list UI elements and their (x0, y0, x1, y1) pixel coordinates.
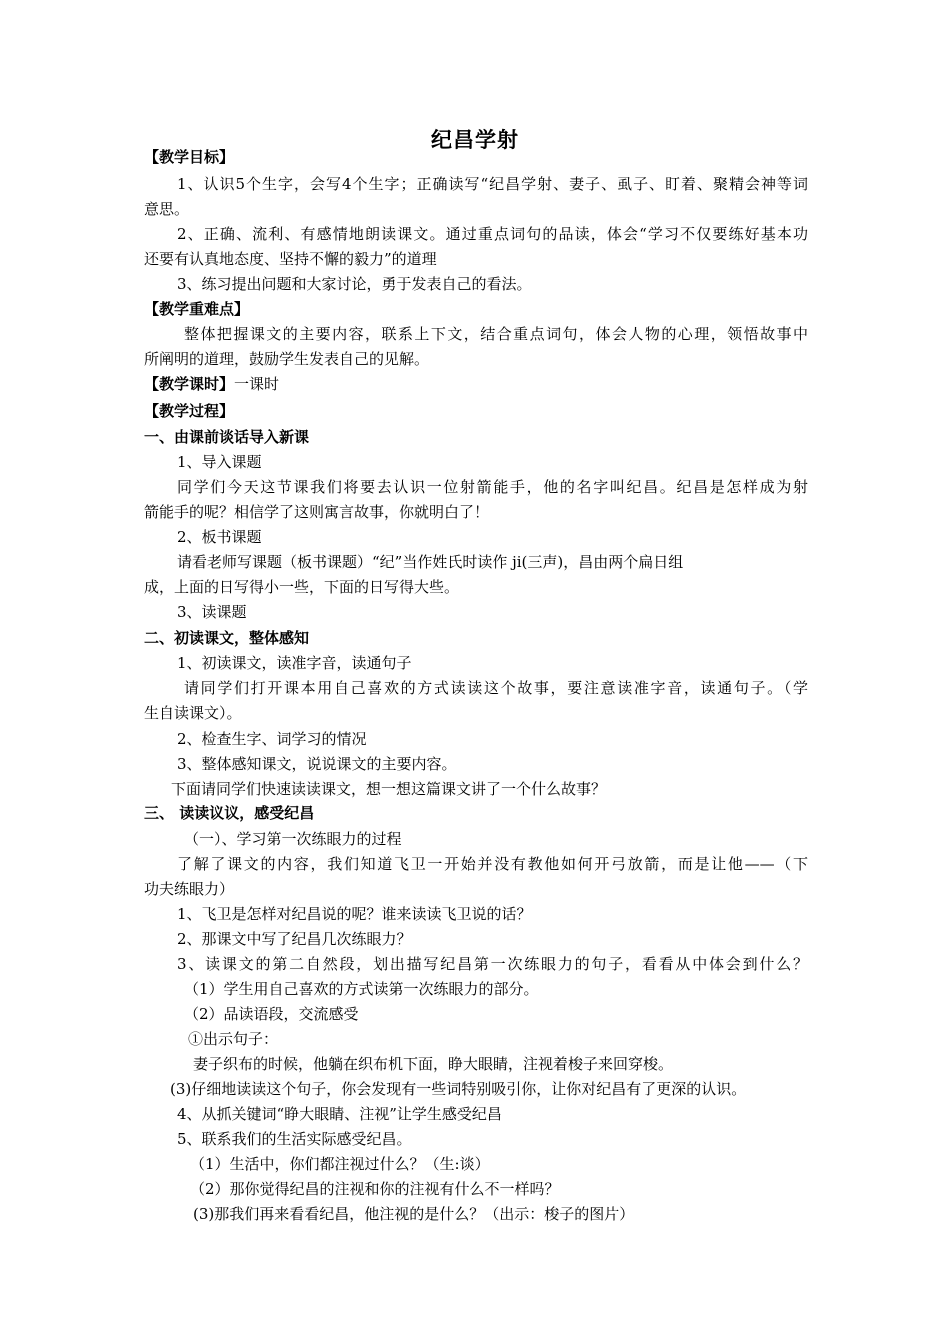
text-line (144, 577, 459, 597)
text-line (177, 1129, 412, 1149)
line-text: 整体把握课文的主要内容，联系上下文，结合重点词句，体会人物的心理，领悟故事中 (184, 325, 808, 343)
line-text: (3)仔细地读读这个句子，你会发现有一些词特别吸引你，让你对纪昌有了更深的认识。 (170, 1080, 747, 1098)
line-text: （1）学生用自己喜欢的方式读第一次练眼力的部分。 (184, 980, 539, 998)
text-line (144, 703, 242, 723)
section-heading (144, 803, 314, 823)
line-text: 3、读课题 (177, 603, 247, 621)
line-text: 【教学目标】 (144, 148, 235, 166)
text-line (177, 954, 808, 974)
text-line (144, 502, 489, 522)
line-text: 了解了课文的内容，我们知道飞卫一开始并没有教他如何开弓放箭，而是让他——（下 (177, 855, 808, 873)
text-line (184, 829, 402, 849)
line-text: 2、板书课题 (177, 528, 262, 546)
text-line (177, 224, 808, 244)
text-line (144, 199, 189, 219)
line-text: 3、读课文的第二自然段，划出描写纪昌第一次练眼力的句子，看看从中体会到什么？ (177, 955, 808, 973)
line-suffix: 一课时 (234, 375, 280, 393)
line-text: 请看老师写课题（板书课题）“纪”当作姓氏时读作 ji(三声)，昌由两个扁日组 (177, 553, 684, 571)
line-text: 下面请同学们快速读读课文，想一想这篇课文讲了一个什么故事？ (171, 780, 607, 798)
text-line (177, 754, 457, 774)
line-text: 请同学们打开课本用自己喜欢的方式读读这个故事，要注意读准字音，读通句子。（学 (184, 679, 808, 697)
text-line (193, 1054, 673, 1074)
line-text: 2、检查生字、词学习的情况 (177, 730, 367, 748)
line-text: 5、联系我们的生活实际感受纪昌。 (177, 1130, 412, 1148)
line-text: 二、初读课文，整体感知 (144, 629, 310, 647)
line-text: （2）那你觉得纪昌的注视和你的注视有什么不一样吗？ (190, 1180, 560, 1198)
line-text: 还要有认真地态度、坚持不懈的毅力”的道理 (144, 250, 437, 268)
line-text: 1、导入课题 (177, 453, 262, 471)
text-line (144, 349, 429, 369)
text-line (177, 904, 532, 924)
text-line (177, 477, 808, 497)
section-heading (144, 299, 249, 319)
text-line (144, 249, 437, 269)
section-heading (144, 147, 234, 167)
line-text: （1）生活中，你们都注视过什么？（生:谈） (190, 1155, 490, 1173)
line-text: 【教学过程】 (144, 402, 235, 420)
line-text: 2、那课文中写了纪昌几次练眼力？ (177, 930, 412, 948)
text-line (177, 854, 808, 874)
text-line (170, 1079, 746, 1099)
line-text: 箭能手的呢？相信学了这则寓言故事，你就明白了！ (144, 503, 490, 521)
text-line (177, 274, 532, 294)
line-text: 1、初读课文，读准字音，读通句子 (177, 654, 412, 672)
line-text: 功夫练眼力） (144, 880, 235, 898)
text-line (177, 174, 808, 194)
text-line (177, 527, 262, 547)
text-line (184, 979, 539, 999)
text-line (188, 1029, 278, 1049)
line-text: 所阐明的道理，鼓励学生发表自己的见解。 (144, 350, 430, 368)
text-line (177, 452, 262, 472)
line-text: 1、认识5个生字，会写4个生字；正确读写“纪昌学射、妻子、虱子、盯着、聚精会神等词 (177, 175, 808, 193)
section-heading (144, 401, 234, 421)
text-line (171, 779, 606, 799)
text-line (177, 729, 367, 749)
page-title: 纪昌学射 (431, 128, 519, 152)
line-text: ①出示句子： (188, 1030, 279, 1048)
text-line (177, 929, 412, 949)
text-line (144, 879, 234, 899)
text-line (190, 1179, 560, 1199)
section-heading (144, 374, 279, 394)
text-line (177, 552, 683, 572)
line-text: 一、由课前谈话导入新课 (144, 428, 310, 446)
text-line (193, 1204, 634, 1224)
text-line (177, 653, 412, 673)
section-heading (144, 427, 309, 447)
line-text: 【教学课时】 (144, 375, 235, 393)
line-text: 4、从抓关键词“睁大眼睛、注视”让学生感受纪昌 (177, 1105, 502, 1123)
line-text: 2、正确、流利、有感情地朗读课文。通过重点词句的品读，体会“学习不仅要练好基本功 (177, 225, 808, 243)
text-line (184, 324, 808, 344)
line-text: 生自读课文）。 (144, 704, 242, 722)
text-line (177, 1104, 502, 1124)
line-text: 意思。 (144, 200, 190, 218)
line-text: 三、 读读议议，感受纪昌 (144, 804, 315, 822)
line-text: (3)那我们再来看看纪昌，他注视的是什么？（出示：梭子的图片） (193, 1205, 635, 1223)
line-text: 3、练习提出问题和大家讨论，勇于发表自己的看法。 (177, 275, 532, 293)
line-text: 同学们今天这节课我们将要去认识一位射箭能手，他的名字叫纪昌。纪昌是怎样成为射 (177, 478, 808, 496)
line-text: （2）品读语段，交流感受 (184, 1005, 359, 1023)
section-heading (144, 628, 309, 648)
line-text: 妻子织布的时候，他躺在织布机下面，睁大眼睛，注视着梭子来回穿梭。 (193, 1055, 674, 1073)
text-line (177, 602, 247, 622)
line-text: 成，上面的日写得小一些，下面的日写得大些。 (144, 578, 460, 596)
line-text: 3、整体感知课文，说说课文的主要内容。 (177, 755, 457, 773)
line-text: （一）、学习第一次练眼力的过程 (184, 830, 402, 848)
text-line (184, 1004, 359, 1024)
text-line (184, 678, 808, 698)
line-text: 1、飞卫是怎样对纪昌说的呢？谁来读读飞卫说的话？ (177, 905, 532, 923)
line-text: 【教学重难点】 (144, 300, 250, 318)
text-line (190, 1154, 490, 1174)
